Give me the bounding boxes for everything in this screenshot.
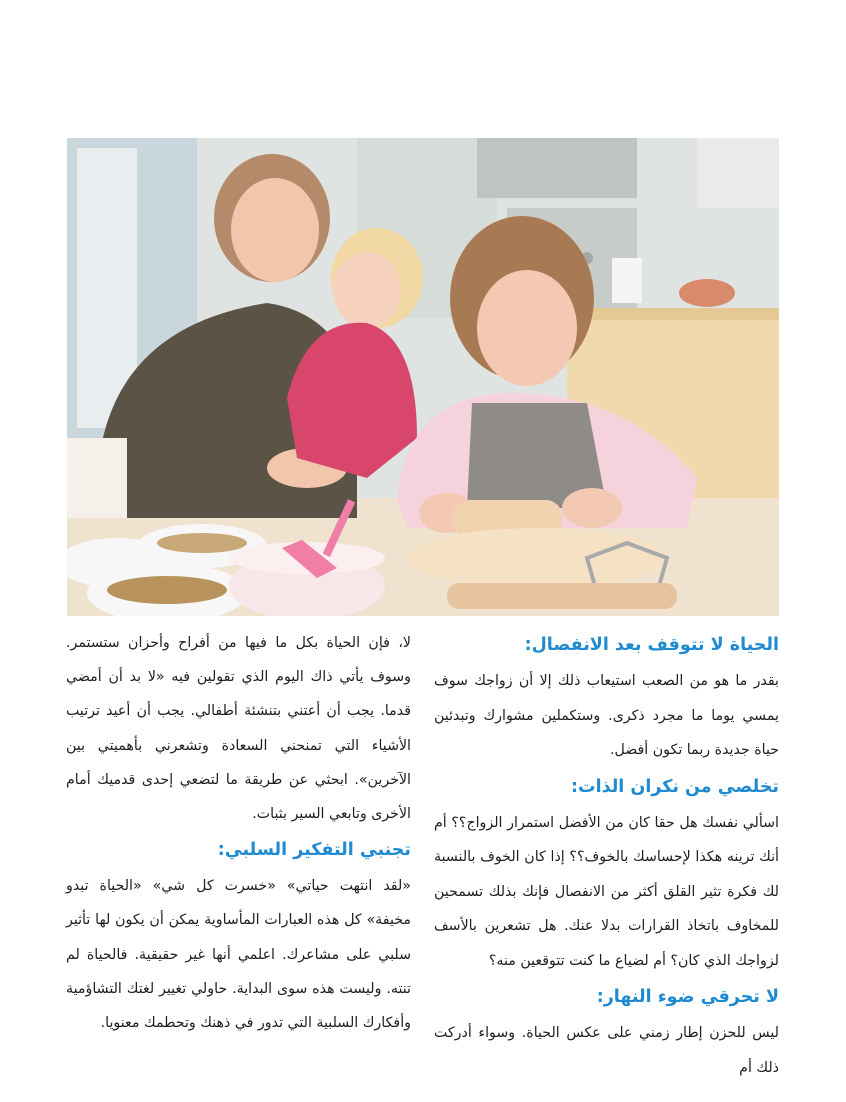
section-text-negative-thinking: «لقد انتهت حياتي» «خسرت كل شي» «الحياة تبدو مخيفة» كل هذه العبارات المأساوية يمكن أن يكون لها تأثير سلبي على مشاعرك. اعلمي أنها غير حقيقية. فالحياة لم تنته. وليست هذه سوى البداية. حاولي تغيير لغتك التشاؤمية وأفكارك السلبية التي تدور في ذهنك وتحطمك معنويا. [66,878,411,1032]
section-text-continuation: لا، فإن الحياة بكل ما فيها من أفراح وأحزان ستستمر. وسوف يأتي ذاك اليوم الذي تقولين فيه «لا بد أن أمضي قدما. يجب أن أعتني بتنشئة أطفالي. يجب أن أعيد ترتيب الأشياء التي تمنحني السعادة وتشعرني بأهميتي بين الآخرين». ابحثي عن طريقة ما لتضعي إحدى قدميك أمام الأخرى وتابعي السير بثبات. [66,635,411,823]
family-baking-photo [67,138,779,616]
section-heading-self-denial: تخلصي من نكران الذات: [571,776,779,797]
section-text-life-continues: بقدر ما هو من الصعب استيعاب ذلك إلا أن زواجك سوف يمسي يوما ما مجرد ذكرى. وستكملين مشوارك وتبدئين حياة جديدة ربما تكون أفضل. [434,673,779,758]
left-column [66,626,411,1040]
right-column [434,626,779,1085]
section-heading-life-continues: الحياة لا تتوقف بعد الانفصال: [524,635,779,655]
section-text-self-denial: اسألي نفسك هل حقا كان من الأفضل استمرار الزواج؟؟ أم أنك ترينه هكذا لإحساسك بالخوف؟؟ إذا كان الخوف بالنسبة لك فكرة تثير القلق أكثر من الانفصال فإنك بذلك تسمحين للمخاوف باتخاذ القرارات بدلا عنك. هل تشعرين بالأسف لزواجك الذي كان؟ أم لضياع ما كنت تتوقعين منه؟ [434,814,779,969]
section-heading-negative-thinking: تجنبي التفكير السلبي: [217,840,411,861]
section-heading-daylight: لا تحرقي ضوء النهار: [596,987,779,1007]
section-text-daylight: ليس للحزن إطار زمني على عكس الحياة. وسواء أدركت ذلك أم [434,1025,779,1076]
